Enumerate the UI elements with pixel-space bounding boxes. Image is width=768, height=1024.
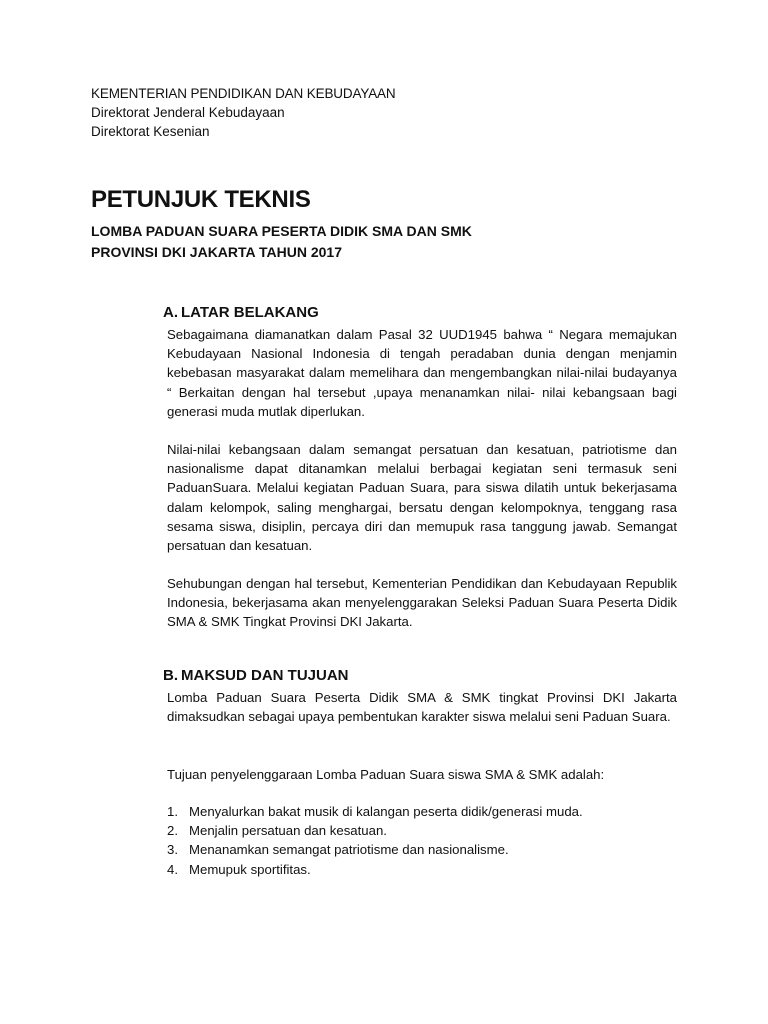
list-item (167, 840, 677, 859)
list-item (167, 821, 677, 840)
list-item (167, 802, 677, 821)
section-a-marker: A. (163, 304, 178, 321)
subtitle-line-1: LOMBA PADUAN SUARA PESERTA DIDIK SMA DAN SMK (91, 223, 472, 239)
subtitle-line-2: PROVINSI DKI JAKARTA TAHUN 2017 (91, 244, 343, 260)
section-b-heading (163, 667, 349, 684)
list-item-text: Memupuk sportifitas. (189, 861, 311, 877)
section-a-title: LATAR BELAKANG (181, 304, 319, 321)
section-a-heading (163, 304, 319, 321)
section-b-title: MAKSUD DAN TUJUAN (181, 667, 349, 684)
section-b-paragraph-1: Lomba Paduan Suara Peserta Didik SMA & SMK tingkat Provinsi DKI Jakarta dimaksudkan sebagai upaya pembentukan karakter siswa melalui seni Paduan Suara. (167, 690, 677, 725)
directorate-general-name: Direktorat Jenderal Kebudayaan (91, 105, 285, 120)
section-a-paragraph-2: Nilai-nilai kebangsaan dalam semangat persatuan dan kesatuan, patriotisme dan nasionalisme dapat ditanamkan melalui berbagai kegiatan seni termasuk seni PaduanSuara. Melalui kegiatan Paduan Suara, para siswa dilatih untuk bekerjasama dalam kelompok, saling menghargai, bersatu dengan kelompoknya, tenggang rasa sesama siswa, disiplin, percaya diri dan memupuk rasa tanggung jawab. Semangat persatuan dan kesatuan. (167, 442, 677, 554)
list-item-text: Menanamkan semangat patriotisme dan nasionalisme. (189, 842, 509, 858)
list-item-text: Menjalin persatuan dan kesatuan. (189, 823, 387, 839)
list-item (167, 860, 677, 879)
directorate-name: Direktorat Kesenian (91, 124, 210, 139)
section-a-paragraph-1: Sebagaimana diamanatkan dalam Pasal 32 UUD1945 bahwa “ Negara memajukan Kebudayaan Nasional Indonesia di tengah peradaban dunia dengan menjamin kebebasan masyarakat dalam memelihara dan mengembangkan nilai-nilai budayanya “ Berkaitan dengan hal tersebut ,upaya menanamkan nilai- nilai kebangsaan bagi generasi muda mutlak diperlukan. (167, 327, 677, 419)
list-item-number: 2. (167, 823, 178, 839)
ministry-name: KEMENTERIAN PENDIDIKAN DAN KEBUDAYAAN (91, 86, 396, 101)
document-title: PETUNJUK TEKNIS (91, 186, 311, 213)
section-b-paragraph-2: Tujuan penyelenggaraan Lomba Paduan Suara siswa SMA & SMK adalah: (167, 767, 605, 782)
ministry-header (91, 84, 396, 141)
goals-list (167, 802, 677, 879)
section-b-marker: B. (163, 667, 178, 684)
section-a-paragraph-3: Sehubungan dengan hal tersebut, Kementerian Pendidikan dan Kebudayaan Republik Indonesia, bekerjasama akan menyelenggarakan Seleksi Paduan Suara Peserta Didik SMA & SMK Tingkat Provinsi DKI Jakarta. (167, 576, 677, 630)
document-subtitle (91, 221, 472, 263)
list-item-number: 4. (167, 861, 178, 877)
list-item-number: 3. (167, 842, 178, 858)
list-item-text: Menyalurkan bakat musik di kalangan peserta didik/generasi muda. (189, 804, 583, 819)
list-item-number: 1. (167, 804, 178, 819)
